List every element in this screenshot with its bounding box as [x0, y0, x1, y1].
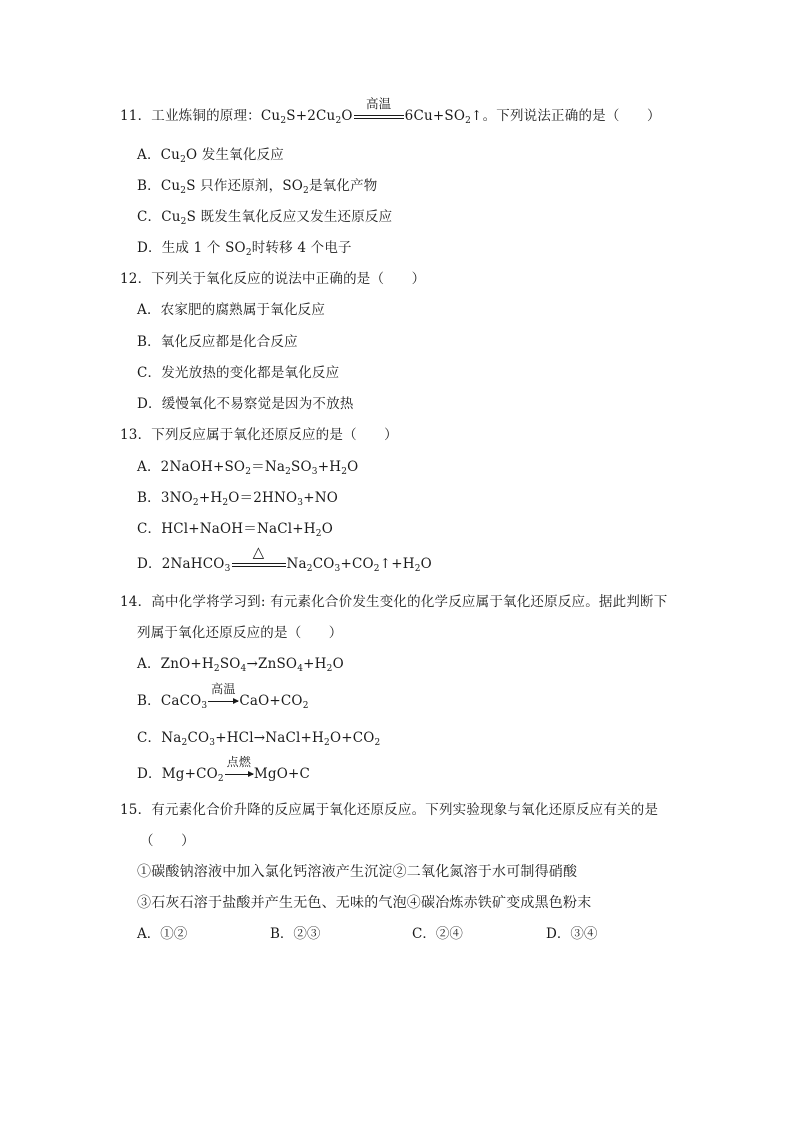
q14-stem-line2: 列属于氧化还原反应的是（ ） — [137, 625, 343, 641]
q15-statement-line2: ③石灰石溶于盐酸并产生无色、无味的气泡④碳冶炼赤铁矿变成黑色粉末 — [137, 895, 592, 911]
q15-stem-line1: 15．有元素化合价升降的反应属于氧化还原反应。下列实验现象与氧化还原反应有关的是 — [120, 802, 659, 818]
q12-option-d: D．缓慢氧化不易察觉是因为不放热 — [137, 396, 354, 412]
q14-option-c: C．$Na_2CO_3+HCl\to NaCl+H_2O+CO_2$ — [137, 730, 381, 748]
q13-option-a: A．$2NaOH+SO_2=Na_2SO_3+H_2O$ — [137, 459, 359, 477]
q11-option-d: D．生成 1 个 $SO_2$时转移 4 个电子 — [137, 240, 352, 258]
q14-option-d: D．$Mg+CO_2$ 点燃 MgO+C — [137, 755, 311, 784]
q14-stem-line1: 14．高中化学将学习到: 有元素化合价发生变化的化学反应属于氧化还原反应。据此判断下 — [120, 594, 668, 610]
q14d-reaction-condition — [225, 755, 253, 783]
q15-stem-line2: （ ） — [140, 833, 195, 849]
q13-option-b: B．$3NO_2+H_2O=2HNO_3+NO$ — [137, 490, 339, 508]
q13-option-d: D．2NaHCO$_3$ △ $Na_2CO_3+CO_2↑+H_2O$ — [137, 543, 432, 574]
q11-option-a: A．$Cu_2O$ 发生氧化反应 — [137, 147, 284, 165]
q11-stem-pre: 11．工业炼铜的原理：Cu — [120, 108, 281, 124]
q11-option-c: C．$Cu_2S$ 既发生氧化反应又发生还原反应 — [137, 209, 393, 227]
q15-option-d: D．③④ — [546, 926, 598, 942]
q12-option-a: A．农家肥的腐熟属于氧化反应 — [137, 302, 326, 318]
q12-option-c: C．发光放热的变化都是氧化反应 — [137, 365, 340, 381]
q11-option-b: B．$Cu_2S$ 只作还原剂，$SO_2$是氧化产物 — [137, 178, 378, 196]
q11-stem: 11．工业炼铜的原理：$Cu_2S+2Cu_2O$ 高温 $6Cu+SO_2↑$。下列说法正确的是（ ） — [120, 96, 661, 126]
q13-reaction-condition — [232, 543, 286, 573]
q12-stem: 12．下列关于氧化反应的说法中正确的是（ ） — [120, 271, 426, 287]
q15-option-c: C．②④ — [412, 926, 463, 942]
q14b-reaction-condition — [208, 682, 238, 710]
q14-option-b: B．CaCO$_3$ 高温 $CaO+CO_2$ — [137, 682, 309, 711]
q13-stem: 13．下列反应属于氧化还原反应的是（ ） — [120, 427, 398, 443]
q15-option-a: A．①② — [137, 926, 188, 942]
q14d-condition-label: 点燃 — [226, 755, 252, 769]
q12-option-b: B．氧化反应都是化合反应 — [137, 334, 298, 350]
q15-statement-line1: ①碳酸钠溶液中加入氯化钙溶液产生沉淀②二氧化氮溶于水可制得硝酸 — [137, 864, 578, 880]
q11-reaction-condition — [354, 96, 404, 125]
q14b-condition-label: 高温 — [211, 682, 236, 696]
q11-stem-post: 。下列说法正确的是（ ） — [482, 108, 661, 124]
q15-option-b: B．②③ — [270, 926, 321, 942]
q11-condition-label: 高温 — [365, 96, 392, 111]
q14-option-a: A．$ZnO+H_2SO_4\to ZnSO_4+H_2O$ — [137, 656, 344, 674]
q13-option-c: C．$HCl+NaOH=NaCl+H_2O$ — [137, 521, 333, 539]
q13-condition-label: △ — [252, 543, 265, 561]
